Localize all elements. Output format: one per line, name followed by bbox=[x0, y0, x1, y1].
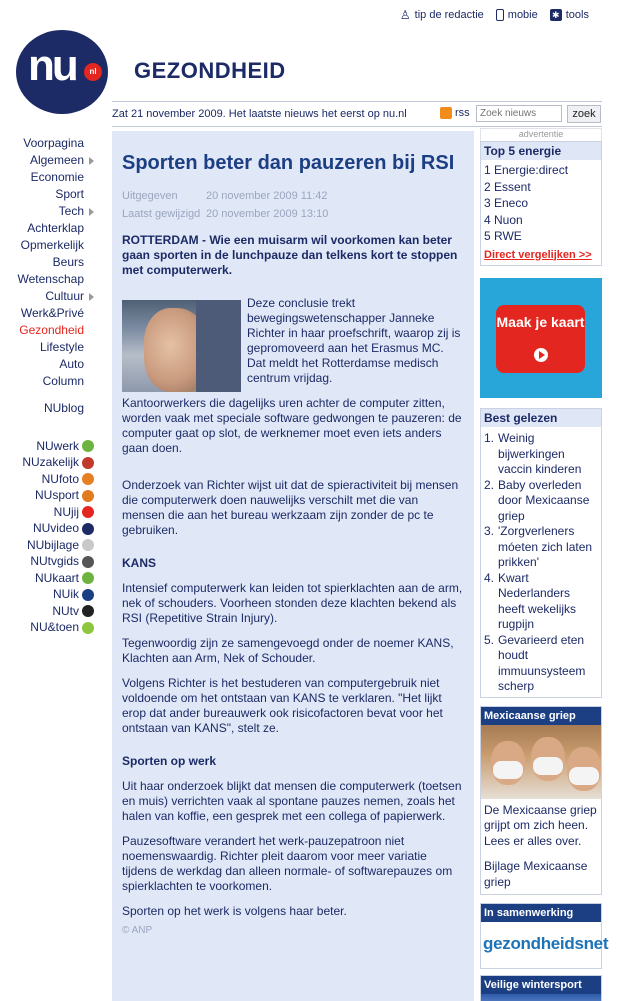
nuzakelijk-icon bbox=[82, 457, 94, 469]
tools-icon: ✱ bbox=[550, 9, 562, 21]
top-links bbox=[400, 8, 589, 22]
mobile-link[interactable] bbox=[496, 8, 538, 22]
mex-title: Mexicaanse griep bbox=[481, 707, 601, 725]
article-paragraph: Uit haar onderzoek blijkt dat mensen die computerwerk (toetsen en muis) verrichten vaak al spontane pauzes nemen, zoals het halen van koffie, een gesprek met een collega of papierwerk. bbox=[122, 779, 462, 823]
best-text: Gevarieerd eten houdt immuunsysteem scherp bbox=[498, 632, 586, 693]
section-title: GEZONDHEID bbox=[134, 58, 286, 83]
site-link-nufoto[interactable] bbox=[0, 471, 94, 488]
top5-title: Top 5 energie bbox=[481, 142, 601, 160]
site-label: NUkaart bbox=[34, 570, 79, 585]
date-bar bbox=[112, 101, 602, 127]
wintersport-title: Veilige wintersport bbox=[481, 976, 601, 994]
site-link-nutvgids[interactable] bbox=[0, 554, 94, 571]
top5-item[interactable]: 4 Nuon bbox=[484, 212, 523, 227]
article-paragraph: Intensief computerwerk kan leiden tot spierklachten aan de arm, nek of schouders. Voorheen stonden deze klachten bekend als RSI (Repetitive Strain Injury). bbox=[122, 581, 463, 625]
site-link-nujij[interactable] bbox=[0, 504, 94, 521]
site-link-nusport[interactable] bbox=[0, 488, 94, 505]
tools-label: tools bbox=[565, 9, 589, 21]
site-link-nuik[interactable] bbox=[0, 587, 94, 604]
section-nav bbox=[0, 136, 92, 418]
nav-item-opmerkelijk[interactable]: Opmerkelijk bbox=[20, 238, 84, 252]
article bbox=[112, 131, 474, 1001]
best-num: 3. bbox=[484, 524, 495, 538]
best-item[interactable] bbox=[484, 633, 599, 695]
site-label: NUfoto bbox=[41, 471, 79, 486]
nav-item-gezondheid[interactable]: Gezondheid bbox=[19, 323, 84, 337]
gezondheidsnet-logo[interactable] bbox=[481, 922, 609, 968]
samenwerking-box bbox=[480, 903, 609, 969]
site-link-nukaart[interactable] bbox=[0, 570, 94, 587]
article-paragraph: Tegenwoordig zijn ze samengevoegd onder de noemer KANS, Klachten aan Arm, Nek of Schouder. bbox=[122, 636, 454, 665]
article-paragraph: Sporten op het werk is volgens haar beter. bbox=[122, 904, 347, 918]
site-link-nuvideo[interactable] bbox=[0, 521, 94, 538]
mexicaanse-griep-box bbox=[480, 706, 602, 896]
nav-item-cultuur[interactable]: Cultuur bbox=[0, 289, 92, 306]
logo-nl-badge: nl bbox=[84, 63, 102, 81]
photo-credit: © ANP bbox=[122, 925, 153, 936]
mex-bijlage-link[interactable]: Bijlage Mexicaanse griep bbox=[484, 859, 588, 889]
nav-item-sport[interactable]: Sport bbox=[55, 187, 84, 201]
best-item[interactable] bbox=[484, 524, 599, 571]
nujij-icon bbox=[82, 506, 94, 518]
best-item[interactable] bbox=[484, 478, 599, 525]
sites-nav bbox=[0, 438, 94, 636]
top5-item[interactable]: 2 Essent bbox=[484, 179, 531, 194]
best-num: 1. bbox=[484, 431, 495, 445]
best-text: Weinig bijwerkingen vaccin kinderen bbox=[498, 431, 582, 476]
nav-item-economie[interactable]: Economie bbox=[30, 170, 84, 184]
samenwerking-title: In samenwerking bbox=[481, 904, 601, 922]
advertentie-label: advertentie bbox=[480, 128, 602, 141]
article-paragraph: Deze conclusie trekt bewegingswetenschapper Janneke Richter in haar proefschrift, waarop zij is gepromoveerd aan het Erasmus MC. Dat meldt het Rotterdamse medisch centrum vrijdag. bbox=[247, 296, 461, 385]
article-subheading: Sporten op werk bbox=[122, 754, 217, 768]
nutv-icon bbox=[82, 605, 94, 617]
nav-item-auto[interactable]: Auto bbox=[59, 357, 84, 371]
top5-box bbox=[480, 141, 602, 266]
top5-item[interactable]: 1 Energie:direct bbox=[484, 163, 569, 177]
logo-text: nu bbox=[28, 41, 76, 90]
published-label: Uitgegeven bbox=[122, 190, 178, 202]
wintersport-photo[interactable] bbox=[481, 994, 601, 1001]
site-label: NUjij bbox=[53, 504, 79, 519]
site-link-nutoen[interactable] bbox=[0, 620, 94, 637]
nav-item-tech[interactable]: Tech bbox=[0, 204, 92, 221]
site-label: NUtvgids bbox=[30, 554, 79, 569]
mex-text[interactable]: De Mexicaanse griep grijpt om zich heen. Lees er alles over. bbox=[484, 802, 597, 848]
site-label: NUsport bbox=[34, 488, 79, 503]
article-meta bbox=[122, 187, 464, 223]
article-paragraph: Pauzesoftware verandert het werk-pauzepatroon niet noemenswaardig. Richter pleit daarom voor meer variatie tijdens de werkdag dan alleen normale- of softwarepauzes om spierklachten te voorkomen. bbox=[122, 834, 453, 893]
wintersport-box bbox=[480, 975, 602, 1001]
nuik-icon bbox=[82, 589, 94, 601]
nutvgids-icon bbox=[82, 556, 94, 568]
site-label: NUwerk bbox=[36, 438, 79, 453]
nav-item-werk-prive[interactable]: Werk&Privé bbox=[20, 306, 84, 320]
direct-vergelijken-link[interactable]: Direct vergelijken >> bbox=[484, 248, 592, 261]
best-num: 2. bbox=[484, 477, 495, 492]
article-title: Sporten beter dan pauzeren bij RSI bbox=[122, 152, 455, 174]
date-text: Zat 21 november 2009. Het laatste nieuws het eerst op nu.nl bbox=[112, 108, 407, 120]
published-value: 20 november 2009 11:42 bbox=[206, 190, 328, 202]
nav-item-wetenschap[interactable]: Wetenschap bbox=[17, 272, 84, 286]
masks-photo[interactable] bbox=[481, 725, 601, 799]
maak-je-kaart-button[interactable] bbox=[496, 305, 585, 373]
mobile-icon bbox=[496, 9, 504, 21]
play-icon bbox=[534, 348, 548, 362]
best-text: Baby overleden door Mexicaanse griep bbox=[498, 477, 590, 523]
nav-item-voorpagina[interactable]: Voorpagina bbox=[23, 136, 84, 150]
nutoen-icon bbox=[82, 622, 94, 634]
search-input[interactable] bbox=[476, 105, 562, 122]
top5-item[interactable]: 5 RWE bbox=[484, 229, 522, 243]
maak-je-kaart-ad[interactable] bbox=[480, 278, 602, 398]
article-paragraph: Onderzoek van Richter wijst uit dat de spieractiviteit bij mensen die computerwerk doen nauwelijks verschilt met die van mensen die aan het bureau werkzaam zijn zonder de pc te gebruiken. bbox=[122, 478, 459, 537]
site-link-nubijlage[interactable] bbox=[0, 537, 94, 554]
gezondheidsnet-text: gezondheidsnet bbox=[483, 934, 609, 953]
site-label: NUbijlage bbox=[26, 537, 79, 552]
best-text: Kwart Nederlanders heeft wekelijks rugpijn bbox=[498, 570, 577, 631]
nu-logo[interactable] bbox=[16, 30, 108, 114]
best-num: 4. bbox=[484, 570, 495, 585]
modified-value: 20 november 2009 13:10 bbox=[206, 208, 329, 220]
best-item[interactable] bbox=[484, 431, 599, 478]
mobile-label: mobie bbox=[507, 9, 538, 21]
nufoto-icon bbox=[82, 473, 94, 485]
article-photo bbox=[122, 300, 241, 392]
nuvideo-icon bbox=[82, 523, 94, 535]
site-label: NUvideo bbox=[32, 521, 79, 536]
nuwerk-icon bbox=[82, 440, 94, 452]
person-icon: ♙ bbox=[399, 8, 411, 22]
maak-label: Maak je kaart bbox=[496, 314, 585, 330]
right-column bbox=[480, 128, 609, 1001]
top5-item[interactable]: 3 Eneco bbox=[484, 196, 529, 210]
nukaart-icon bbox=[82, 572, 94, 584]
best-gelezen-box bbox=[480, 408, 602, 698]
article-paragraph: Volgens Richter is het bestuderen van computergebruik niet voldoende om het ontstaan van KANS te verklaren. "Het lijkt erop dat ander bureauwerk ook risicofactoren bevat voor het ontstaan van KANS", stelt ze. bbox=[122, 676, 443, 735]
site-link-nutv[interactable] bbox=[0, 603, 94, 620]
best-text: 'Zorgverleners móeten zich laten prikken' bbox=[498, 524, 593, 569]
rss-link[interactable] bbox=[440, 107, 470, 119]
nav-item-lifestyle[interactable]: Lifestyle bbox=[39, 340, 84, 354]
nav-item-nublog[interactable]: NUblog bbox=[43, 401, 84, 415]
site-label: NUzakelijk bbox=[22, 455, 79, 470]
nusport-icon bbox=[82, 490, 94, 502]
site-label: NUtv bbox=[52, 603, 79, 618]
article-subheading: KANS bbox=[122, 556, 157, 570]
modified-label: Laatst gewijzigd bbox=[122, 208, 201, 220]
article-lead: ROTTERDAM - Wie een muisarm wil voorkomen kan beter gaan sporten in de lunchpauze dan telkens kort te stoppen met computerwerk. bbox=[122, 233, 458, 277]
nav-item-beurs[interactable]: Beurs bbox=[52, 255, 84, 269]
nubijlage-icon bbox=[82, 539, 94, 551]
best-item[interactable] bbox=[484, 571, 599, 633]
best-gelezen-title: Best gelezen bbox=[481, 409, 601, 427]
nav-item-algemeen[interactable]: Algemeen bbox=[0, 153, 92, 170]
site-link-nuwerk[interactable] bbox=[0, 438, 94, 455]
nav-item-column[interactable]: Column bbox=[42, 374, 84, 388]
tip-redactie-link[interactable] bbox=[400, 8, 484, 22]
rss-label: rss bbox=[455, 107, 470, 119]
rss-icon bbox=[440, 107, 452, 119]
tip-redactie-label: tip de redactie bbox=[414, 9, 484, 21]
search-button[interactable]: zoek bbox=[567, 105, 601, 123]
site-label: NU&toen bbox=[30, 620, 79, 635]
article-paragraph: Kantoorwerkers die dagelijks uren achter de computer zitten, worden vaak met speciale software gedwongen te pauzeren: de computer gaat op slot, de werknemer moet even iets anders gaan doen. bbox=[122, 396, 462, 455]
site-label: NUik bbox=[53, 587, 79, 602]
best-num: 5. bbox=[484, 632, 495, 647]
site-link-nuzakelijk[interactable] bbox=[0, 455, 94, 472]
tools-link[interactable] bbox=[550, 8, 589, 22]
nav-item-achterklap[interactable]: Achterklap bbox=[27, 221, 84, 235]
